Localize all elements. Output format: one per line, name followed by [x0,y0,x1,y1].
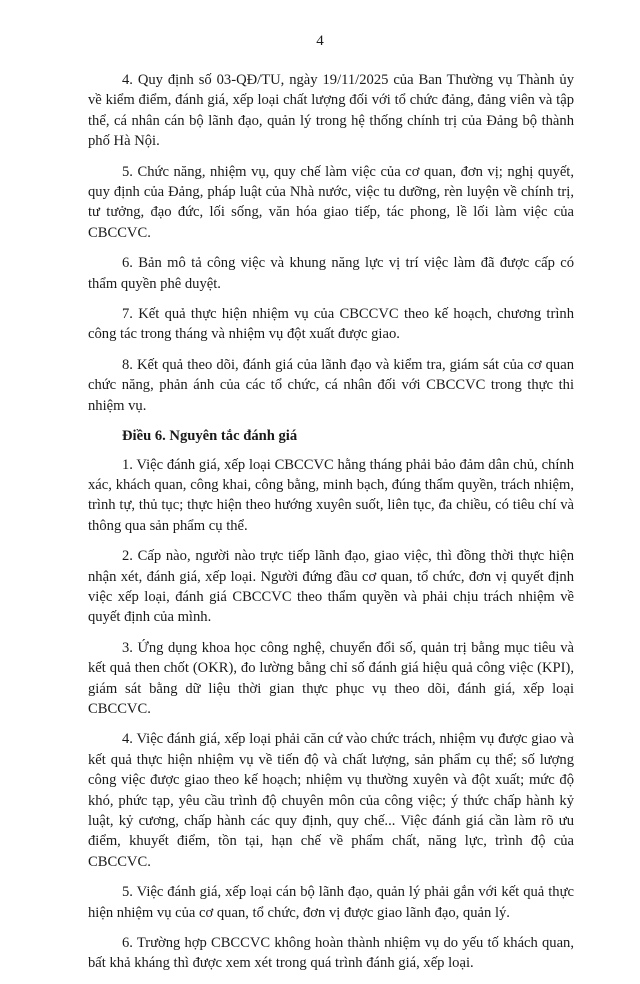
principle-item-2: 2. Cấp nào, người nào trực tiếp lãnh đạo, giao việc, thì đồng thời thực hiện nhận xét, đánh giá, xếp loại. Người đứng đầu cơ quan, tổ chức, đơn vị quyết định việc xếp loại, đánh giá CBCCVC theo thẩm quyền và phải chịu trách nhiệm về quyết định của mình. [88,548,574,626]
paragraph-item-4: 4. Quy định số 03-QĐ/TU, ngày 19/11/2025 của Ban Thường vụ Thành ủy về kiểm điểm, đánh giá, xếp loại chất lượng đối với tổ chức đảng, đảng viên và tập thể, cá nhân cán bộ lãnh đạo, quản lý trong hệ thống chính trị của Đảng bộ thành phố Hà Nội. [88,72,574,150]
document-body [88,70,574,984]
principle-item-6: 6. Trường hợp CBCCVC không hoàn thành nhiệm vụ do yếu tố khách quan, bất khả kháng thì được xem xét trong quá trình đánh giá, xếp loại. [88,935,574,972]
principle-item-5: 5. Việc đánh giá, xếp loại cán bộ lãnh đạo, quản lý phải gắn với kết quả thực hiện nhiệm vụ của cơ quan, tổ chức, đơn vị được giao lãnh đạo, quản lý. [88,884,574,921]
paragraph-item-5: 5. Chức năng, nhiệm vụ, quy chế làm việc của cơ quan, đơn vị; nghị quyết, quy định của Đảng, pháp luật của Nhà nước, việc tu dưỡng, rèn luyện về chính trị, tư tưởng, đạo đức, lối sống, văn hóa giao tiếp, tác phong, lề lối làm việc của CBCCVC. [88,163,574,241]
paragraph-item-6: 6. Bản mô tả công việc và khung năng lực vị trí việc làm đã được cấp có thẩm quyền phê duyệt. [88,255,574,292]
paragraph-item-8: 8. Kết quả theo dõi, đánh giá của lãnh đạo và kiểm tra, giám sát của cơ quan chức năng, phản ánh của các tổ chức, cá nhân đối với CBCCVC trong thực thi nhiệm vụ. [88,356,574,414]
principle-item-1: 1. Việc đánh giá, xếp loại CBCCVC hằng tháng phải bảo đảm dân chủ, chính xác, khách quan, công khai, công bằng, minh bạch, đúng thẩm quyền, trách nhiệm, trình tự, thủ tục; thực hiện theo hướng xuyên suốt, liên tục, đa chiều, có tiêu chí và thông qua sản phẩm cụ thể. [88,456,574,534]
page-number: 4 [316,33,324,49]
principle-item-4: 4. Việc đánh giá, xếp loại phải căn cứ vào chức trách, nhiệm vụ được giao và kết quả thực hiện nhiệm vụ về tiến độ và chất lượng, sản phẩm cụ thể; số lượng công việc được giao theo kế hoạch; nhiệm vụ thường xuyên và đột xuất; mức độ khó, phức tạp, yêu cầu trình độ chuyên môn của công việc; ý thức chấp hành kỷ luật, kỷ cương, chấp hành các quy định, quy chế... Việc đánh giá cần làm rõ ưu điểm, khuyết điểm, tồn tại, hạn chế về phẩm chất, năng lực, trình độ của CBCCVC. [88,731,574,870]
article-heading: Điều 6. Nguyên tắc đánh giá [122,428,298,445]
paragraph-item-7: 7. Kết quả thực hiện nhiệm vụ của CBCCVC theo kế hoạch, chương trình công tác trong tháng và nhiệm vụ đột xuất được giao. [88,306,574,343]
principle-item-3: 3. Ứng dụng khoa học công nghệ, chuyển đổi số, quản trị bằng mục tiêu và kết quả then chốt (OKR), đo lường bằng chỉ số đánh giá hiệu quả công việc (KPI), giám sát bằng dữ liệu thời gian thực phục vụ theo dõi, đánh giá, xếp loại CBCCVC. [88,639,574,717]
